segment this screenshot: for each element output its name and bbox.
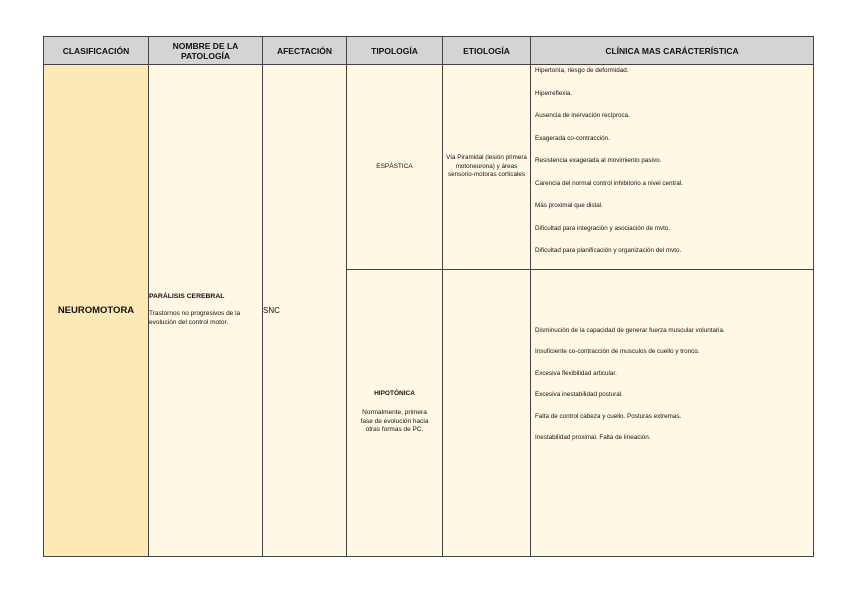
list-item: Hiperreflexia. bbox=[535, 89, 573, 97]
etiologia-hipotonica bbox=[443, 269, 531, 556]
list-item: Más proximal que distal. bbox=[535, 202, 603, 209]
header-row bbox=[44, 37, 814, 65]
header-clasificacion: CLASIFICACIÓN bbox=[44, 37, 149, 65]
list-item: Carencia del normal control inhibitorio a nivel central. bbox=[535, 179, 684, 187]
header-etiologia: ETIOLOGÍA bbox=[443, 37, 531, 65]
list-item: Disminución de la capacidad de generar fuerza muscular voluntaria. bbox=[535, 326, 725, 334]
tipologia-espastica bbox=[347, 65, 443, 270]
tipologia-hipotonica bbox=[347, 269, 443, 556]
header-tipologia: TIPOLOGÍA bbox=[347, 37, 443, 65]
list-item: Dificultad para planificación y organización del mvto. bbox=[535, 247, 682, 254]
tipologia-hipotonica-label: HIPOTÓNICA bbox=[374, 390, 415, 398]
list-item: Ausencia de inervación recíproca. bbox=[535, 112, 630, 119]
list-item: Excesiva inestabilidad postural. bbox=[535, 391, 623, 398]
tipologia-hipotonica-desc: Normalmente, primera fase de evolución hacia otras formas de PC. bbox=[360, 409, 429, 434]
list-item: Inestabilidad proximal. Falta de lineación. bbox=[535, 434, 651, 441]
header-nombre: NOMBRE DE LA PATOLOGÍA bbox=[149, 37, 263, 65]
list-item: Resistencia exagerada al movimiento pasivo. bbox=[535, 157, 662, 164]
list-item: Excesiva flexibilidad articular. bbox=[535, 369, 617, 377]
list-item: Hipertonía, riesgo de deformidad. bbox=[535, 67, 629, 74]
patologia-name: PARÁLISIS CEREBRAL bbox=[149, 293, 225, 301]
clasificacion-cell: NEUROMOTORA bbox=[44, 65, 149, 557]
clasificacion-table bbox=[43, 36, 814, 557]
header-afectacion: AFECTACIÓN bbox=[263, 37, 347, 65]
header-clinica: CLÍNICA MAS CARÁCTERÍSTICA bbox=[531, 37, 814, 65]
patologia-cell bbox=[149, 65, 263, 557]
tipologia-espastica-label: ESPÁSTICA bbox=[376, 163, 413, 171]
patologia-desc: Trastornos no progresivos de la evolución del control motor. bbox=[149, 310, 241, 326]
clinica-hipotonica bbox=[531, 269, 814, 556]
table-row-espastica bbox=[44, 65, 814, 270]
list-item: Exagerada co-contracción. bbox=[535, 134, 610, 142]
afectacion-cell: SNC bbox=[263, 65, 347, 557]
list-item: Dificultad para integración y asociación de mvto. bbox=[535, 224, 671, 232]
etiologia-espastica: Vía Piramidal (lesión primera motoneurona) y áreas sensorio-motoras corticales bbox=[443, 65, 531, 270]
clinica-espastica bbox=[531, 65, 814, 270]
list-item: Insuficiente co-contracción de musculos de cuello y tronco. bbox=[535, 348, 700, 355]
list-item: Falta de control cabeza y cuello. Posturas extremas. bbox=[535, 412, 682, 420]
